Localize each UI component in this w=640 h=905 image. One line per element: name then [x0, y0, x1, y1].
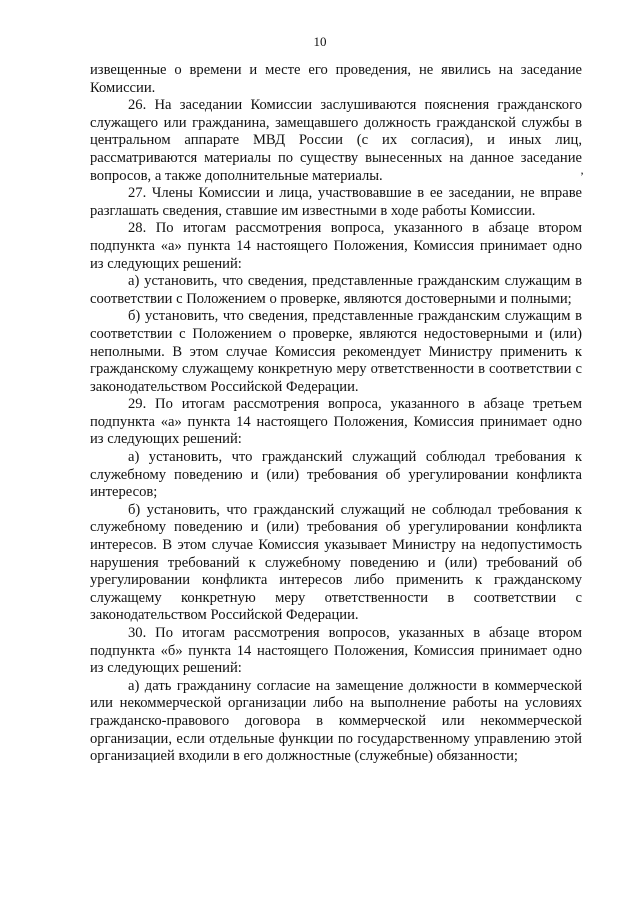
paragraph-29-a: а) установить, что гражданский служащий соблюдал требования к служебному поведению и (или) требования об урегулировании конфликта интересов;	[90, 449, 582, 501]
paragraph-26: 26. На заседании Комиссии заслушиваются пояснения гражданского служащего или гражданина, замещавшего должность гражданской службы в центральном аппарате МВД России (с их согласия), и иных лиц, рассматриваются материалы по существу вынесенных на данное заседание вопросов, а также дополнительные материалы.	[90, 97, 582, 184]
paragraph-30-a: а) дать гражданину согласие на замещение должности в коммерческой или некоммерческой организации либо на выполнение работы на условиях гражданско-правового договора в коммерческой или некоммерческой организации, если отдельные функции по государственному управлению этой организацией входили в его должностные (служебные) обязанности;	[90, 677, 582, 765]
page-number: 10	[313, 34, 327, 49]
paragraph-27: 27. Члены Комиссии и лица, участвовавшие в ее заседании, не вправе разглашать сведения, ставшие им известными в ходе работы Комиссии.	[90, 185, 582, 219]
paragraph-28-b: б) установить, что сведения, представленные гражданским служащим в соответствии с Положением о проверке, являются недостоверными и (или) неполными. В этом случае Комиссия рекомендует Министру применить к гражданскому служащему конкретную меру ответственности в соответствии с законодательством Российской Федерации.	[90, 308, 582, 395]
paragraph-29-b: б) установить, что гражданский служащий не соблюдал требования к служебному поведению и (или) требования об урегулировании конфликта интересов. В этом случае Комиссия указывает Министру на недопустимость нарушения требований к служебному поведению и (или) требований об урегулировании конфликта интересов либо применить к гражданскому служащему конкретную меру ответственности в соответствии с законодательством Российской Федерации.	[90, 501, 582, 624]
paragraph-continuation: извещенные о времени и месте его проведения, не явились на заседание Комиссии.	[90, 62, 582, 96]
paragraph-28-a: а) установить, что сведения, представленные гражданским служащим в соответствии с Положением о проверке, являются достоверными и полными;	[90, 273, 582, 307]
stray-mark: ’	[580, 169, 584, 183]
paragraph-30: 30. По итогам рассмотрения вопросов, указанных в абзаце втором подпункта «б» пункта 14 настоящего Положения, Комиссия принимает одно из следующих решений:	[90, 625, 582, 677]
document-body	[90, 62, 582, 766]
paragraph-28: 28. По итогам рассмотрения вопроса, указанного в абзаце втором подпункта «а» пункта 14 настоящего Положения, Комиссия принимает одно из следующих решений:	[90, 220, 582, 272]
paragraph-29: 29. По итогам рассмотрения вопроса, указанного в абзаце третьем подпункта «а» пункта 14 настоящего Положения, Комиссия принимает одно из следующих решений:	[90, 396, 582, 448]
